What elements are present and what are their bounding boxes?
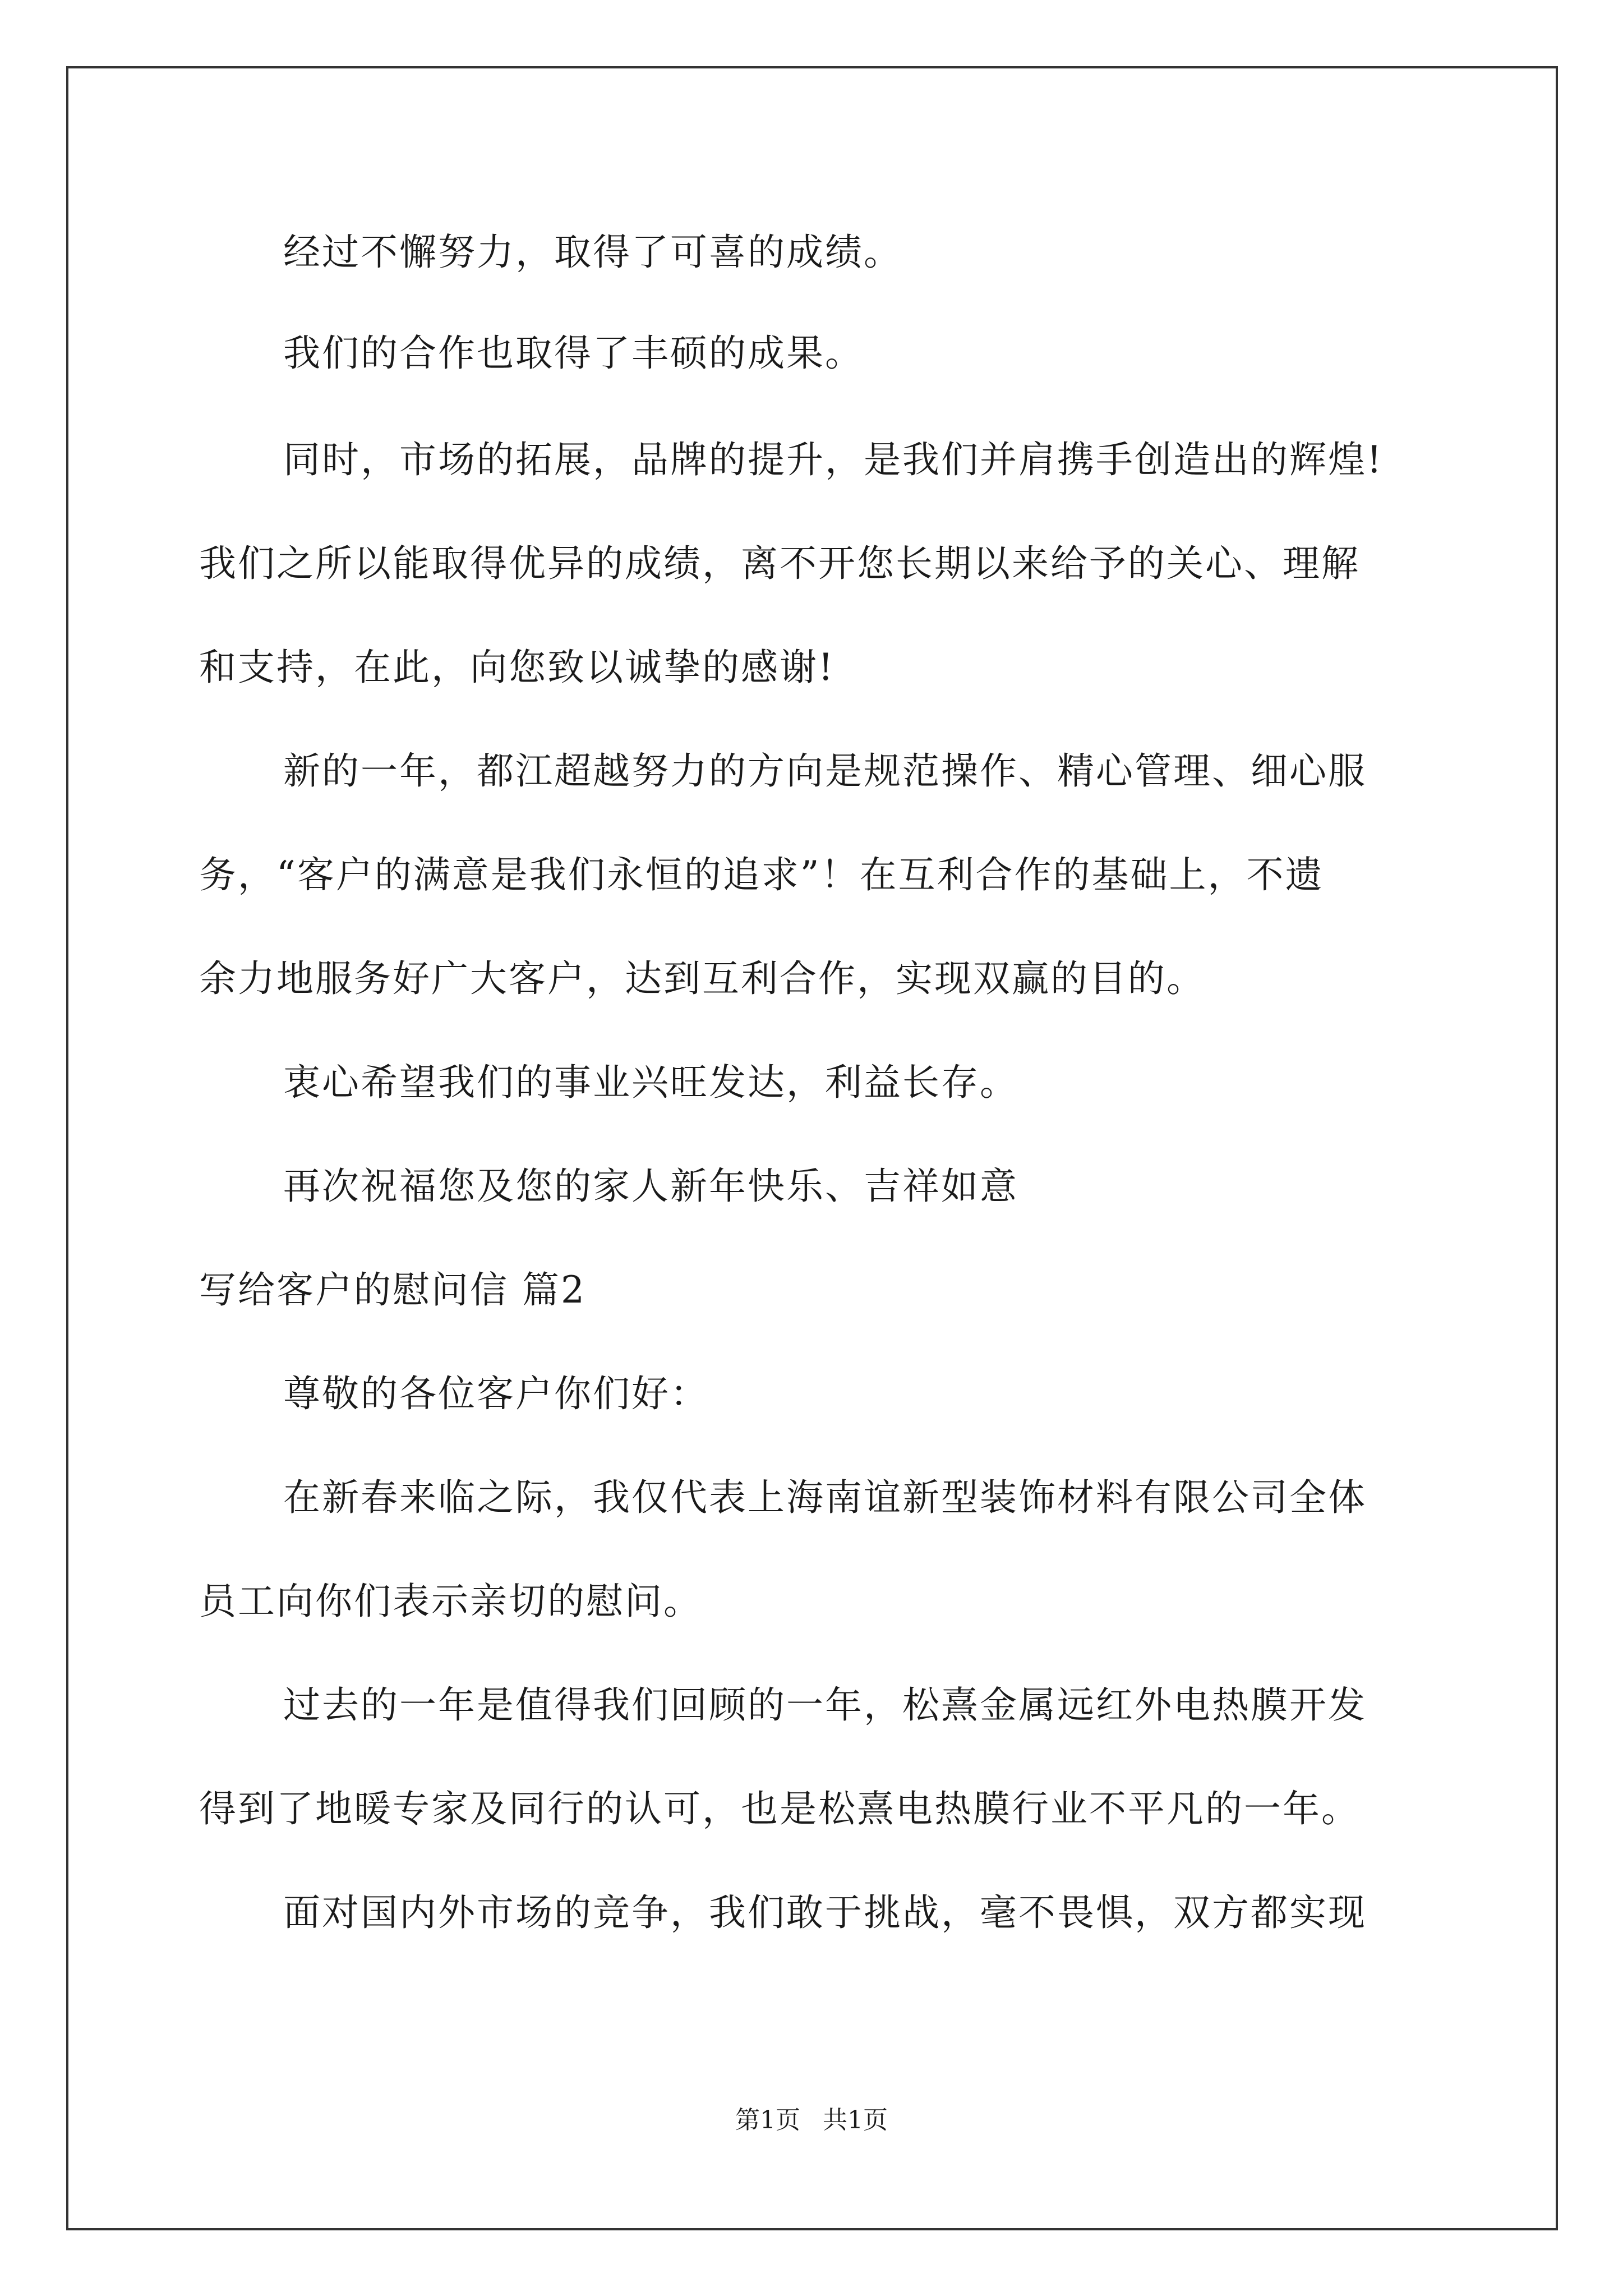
- paragraph-line: 和支持，在此，向您致以诚挚的感谢!: [199, 646, 835, 689]
- paragraph-line: 在新春来临之际，我仅代表上海南谊新型装饰材料有限公司全体: [283, 1476, 1367, 1519]
- paragraph-line: 同时，市场的拓展，品牌的提升，是我们并肩携手创造出的辉煌!: [283, 438, 1384, 481]
- paragraph-line: 员工向你们表示亲切的慰问。: [199, 1580, 702, 1623]
- paragraph-line: 我们之所以能取得优异的成绩，离不开您长期以来给予的关心、理解: [199, 542, 1360, 585]
- page-footer: [0, 2106, 1623, 2134]
- page-number-total: 共1页: [823, 2106, 888, 2134]
- paragraph-line: 经过不懈努力，取得了可喜的成绩。: [283, 231, 902, 274]
- paragraph-line: 再次祝福您及您的家人新年快乐、吉祥如意: [283, 1165, 1018, 1208]
- paragraph-line: 衷心希望我们的事业兴旺发达，利益长存。: [283, 1061, 1018, 1104]
- salutation-line: 尊敬的各位客户你们好：: [283, 1372, 709, 1415]
- paragraph-line: 新的一年，都江超越努力的方向是规范操作、精心管理、细心服: [283, 749, 1367, 793]
- paragraph-line: 过去的一年是值得我们回顾的一年，松熹金属远红外电热膜开发: [283, 1683, 1367, 1727]
- page-number-current: 第1页: [735, 2106, 800, 2134]
- paragraph-line: 面对国内外市场的竞争，我们敢于挑战，毫不畏惧，双方都实现: [283, 1891, 1367, 1934]
- paragraph-line: 我们的合作也取得了丰硕的成果。: [283, 332, 864, 375]
- paragraph-line: 得到了地暖专家及同行的认可，也是松熹电热膜行业不平凡的一年。: [199, 1787, 1360, 1830]
- paragraph-line: 务，“客户的满意是我们永恒的追求”！在互利合作的基础上，不遗: [199, 853, 1324, 896]
- section-heading: 写给客户的慰问信 篇2: [199, 1268, 586, 1312]
- paragraph-line: 余力地服务好广大客户，达到互利合作，实现双赢的目的。: [199, 957, 1205, 1000]
